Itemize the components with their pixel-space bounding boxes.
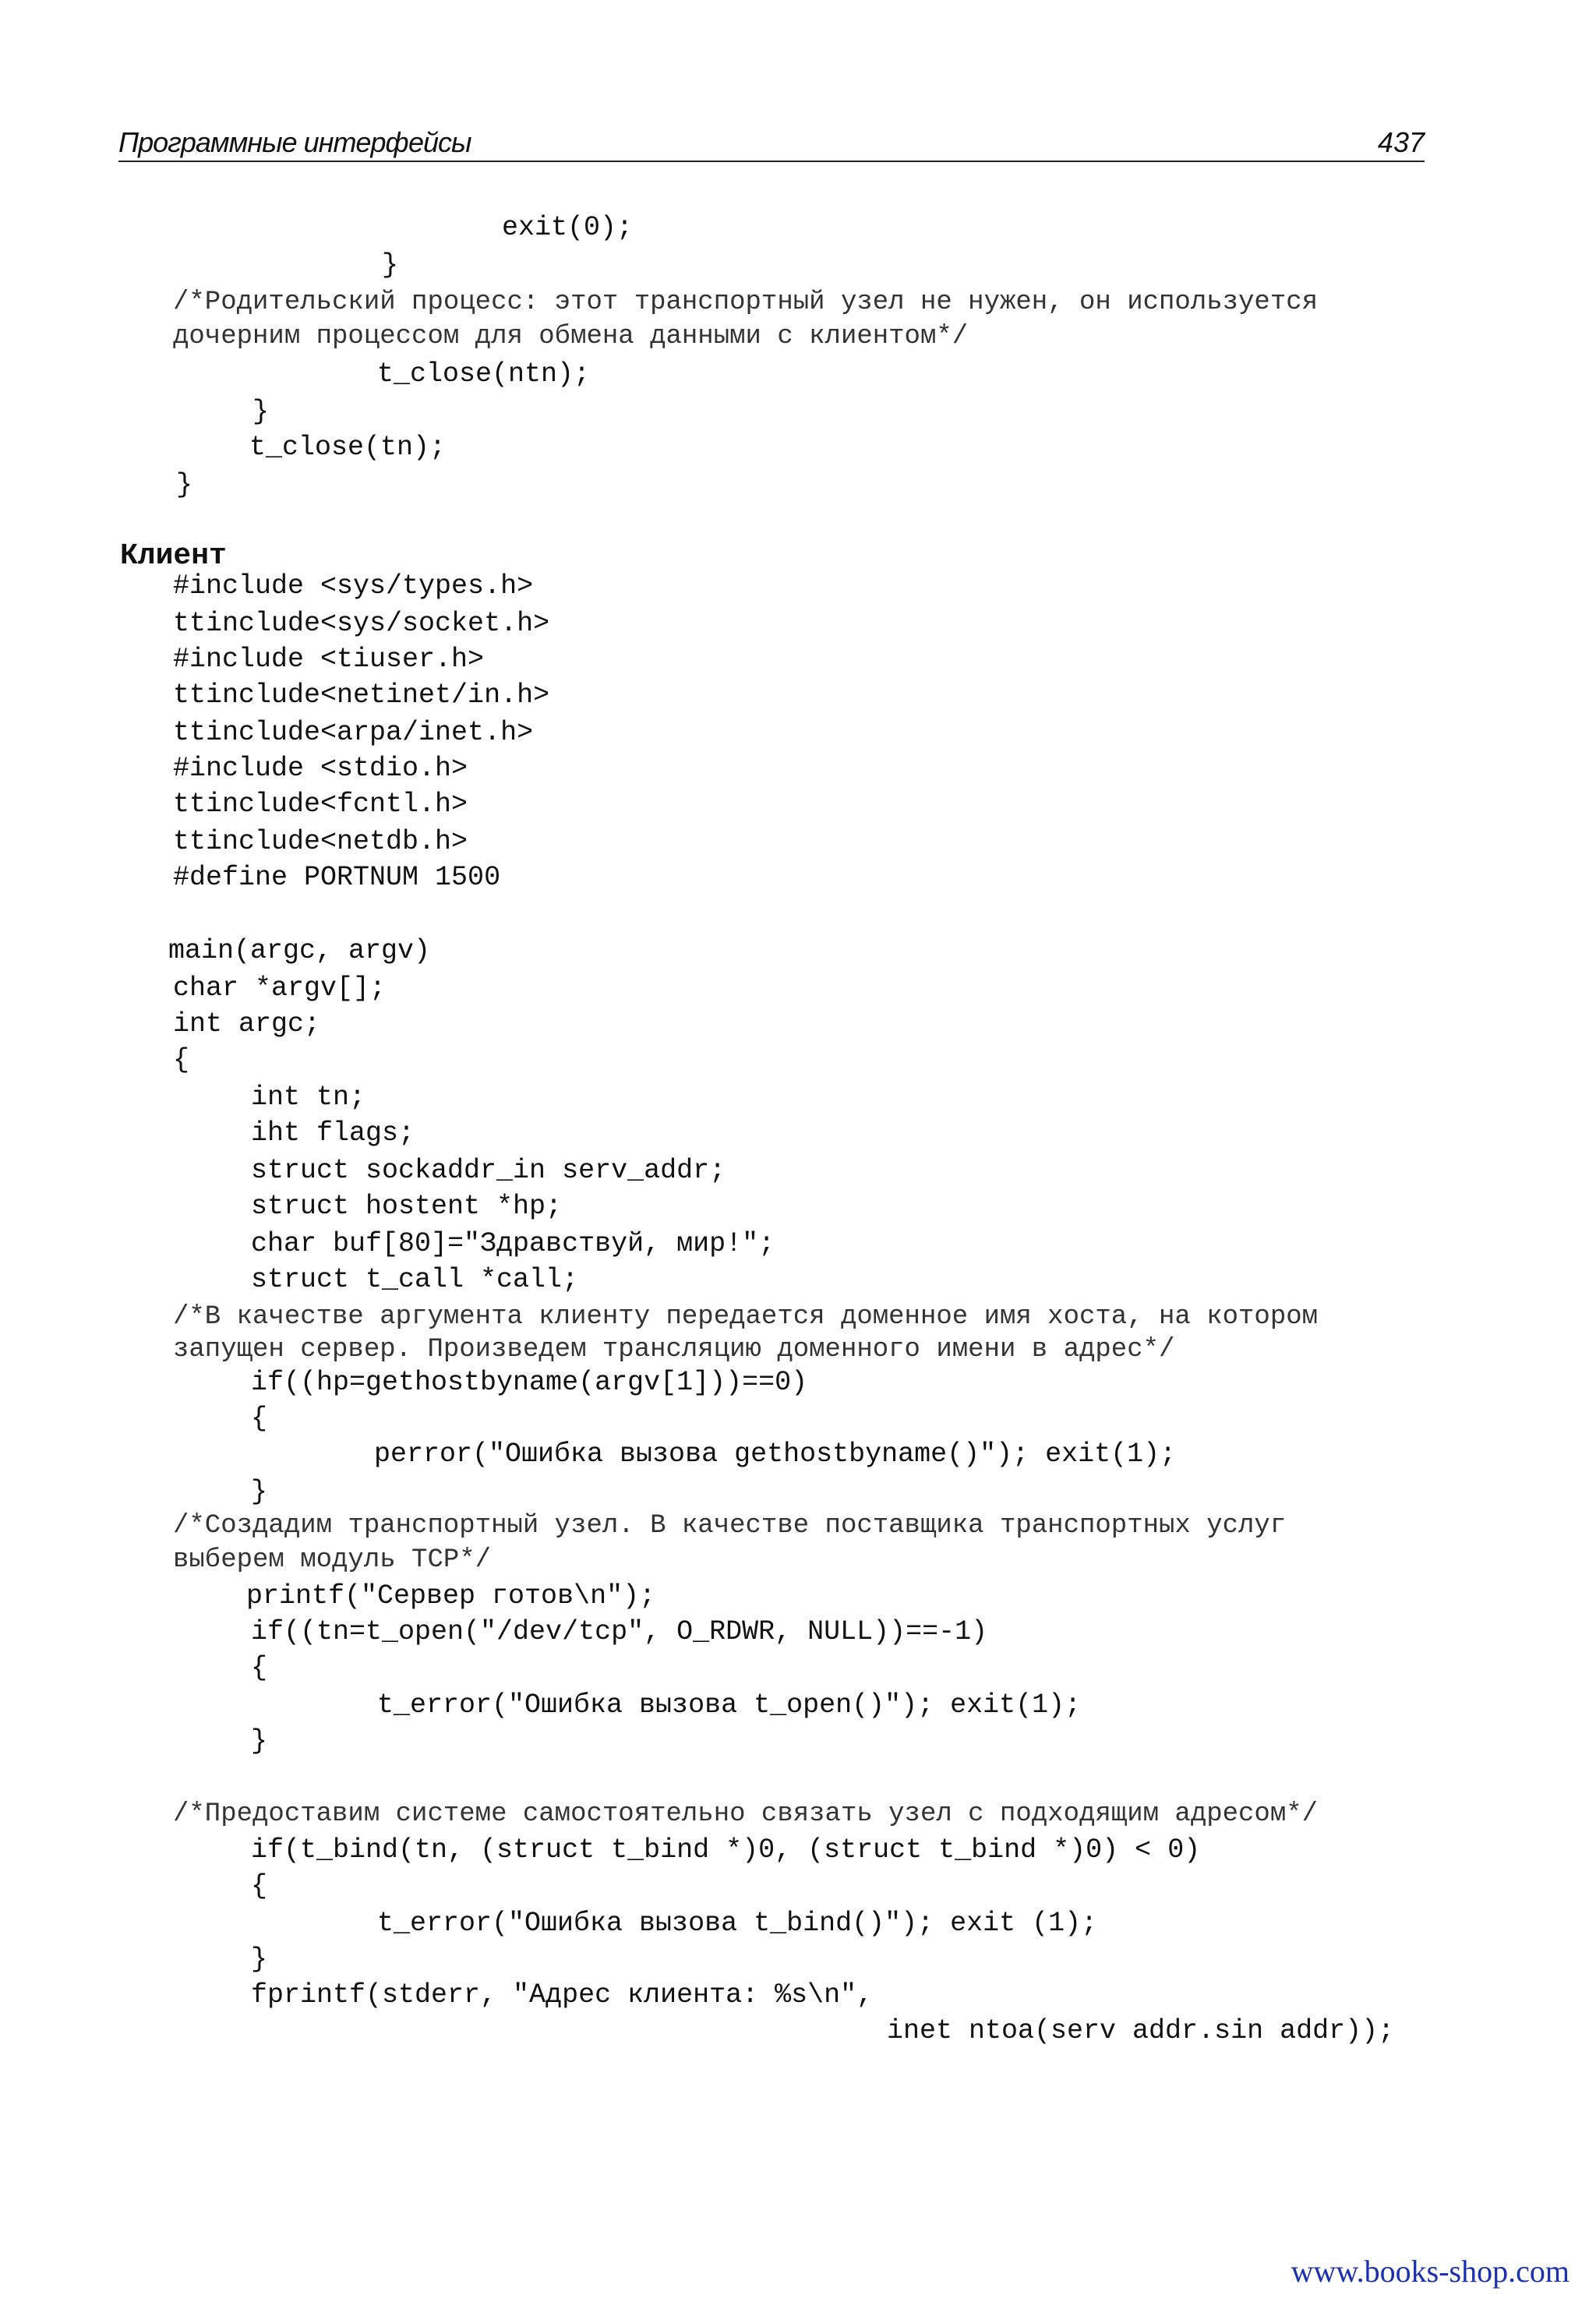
code-line: ttinclude<sys/socket.h>	[173, 608, 550, 639]
code-comment-line: дочерним процессом для обмена данными с клиентом*/	[173, 322, 969, 351]
footer-url[interactable]: www.books-shop.com	[1291, 2254, 1570, 2289]
code-line: if((hp=gethostbyname(argv[1]))==0)	[251, 1367, 808, 1398]
code-line: t_close(tn);	[249, 432, 447, 463]
code-comment-line: /*В качестве аргумента клиенту передается доменное имя хоста, на котором	[173, 1302, 1319, 1332]
code-comment-line: /*Предоставим системе самостоятельно связать узел с подходящим адресом*/	[173, 1799, 1319, 1829]
code-line: }	[176, 469, 193, 500]
code-line: ttinclude<fcntl.h>	[173, 789, 468, 820]
header-title: Программные интерфейсы	[118, 126, 471, 158]
code-line: #include <stdio.h>	[173, 753, 468, 784]
code-line: }	[251, 1944, 268, 1975]
code-comment-line: /*Родительский процесс: этот транспортный узел не нужен, он используется	[173, 288, 1319, 317]
code-line: t_error("Ошибка вызова t_bind()"); exit (1);	[377, 1908, 1098, 1939]
code-line: t_close(ntn);	[377, 358, 591, 390]
code-comment-line: запущен сервер. Произведем трансляцию доменного имени в адрес*/	[173, 1335, 1175, 1365]
code-line: struct hostent *hp;	[251, 1191, 563, 1222]
code-line: if((tn=t_open("/dev/tcp", O_RDWR, NULL))==-1)	[251, 1616, 988, 1647]
code-line: #include <sys/types.h>	[173, 570, 534, 602]
code-comment-line: выберем модуль TCP*/	[173, 1545, 492, 1575]
code-line: }	[251, 1476, 268, 1507]
code-line: #include <tiuser.h>	[173, 644, 485, 675]
code-comment-line: /*Создадим транспортный узел. В качестве поставщика транспортных услуг	[173, 1511, 1287, 1541]
code-line: struct t_call *call;	[251, 1264, 579, 1295]
code-line: ttinclude<arpa/inet.h>	[173, 717, 534, 748]
code-line: char buf[80]="Здравствуй, мир!";	[251, 1228, 775, 1259]
code-line: {	[251, 1652, 268, 1683]
code-line: int argc;	[173, 1008, 321, 1040]
code-line: #define PORTNUM 1500	[173, 862, 501, 893]
page-number: 437	[1377, 126, 1425, 158]
running-header	[118, 125, 1425, 162]
code-line: char *argv[];	[173, 973, 387, 1004]
section-heading: Клиент	[120, 539, 227, 573]
code-line: fprintf(stderr, "Адрес клиента: %s\n",	[251, 1979, 874, 2011]
code-line: struct sockaddr_in serv_addr;	[251, 1155, 726, 1186]
code-line: {	[173, 1044, 190, 1075]
code-line: perror("Ошибка вызова gethostbyname()"); exit(1);	[374, 1439, 1177, 1470]
code-line: {	[251, 1870, 268, 1901]
code-line: int tn;	[251, 1082, 366, 1113]
code-line: }	[251, 1725, 268, 1757]
code-line: if(t_bind(tn, (struct t_bind *)0, (struct t_bind *)0) < 0)	[251, 1834, 1201, 1866]
code-line: exit(0);	[502, 212, 634, 243]
code-line: }	[382, 249, 399, 281]
code-line: t_error("Ошибка вызова t_open()"); exit(1);	[377, 1689, 1082, 1721]
code-line: {	[251, 1403, 268, 1434]
code-line: printf("Сервер готов\n");	[246, 1580, 656, 1612]
code-line: }	[252, 396, 270, 427]
code-line: iht flags;	[251, 1117, 415, 1149]
code-line: ttinclude<netdb.h>	[173, 826, 468, 857]
code-line: inet ntoa(serv addr.sin addr));	[887, 2015, 1395, 2046]
code-line: ttinclude<netinet/in.h>	[173, 680, 550, 711]
code-line: main(argc, argv)	[168, 935, 431, 966]
